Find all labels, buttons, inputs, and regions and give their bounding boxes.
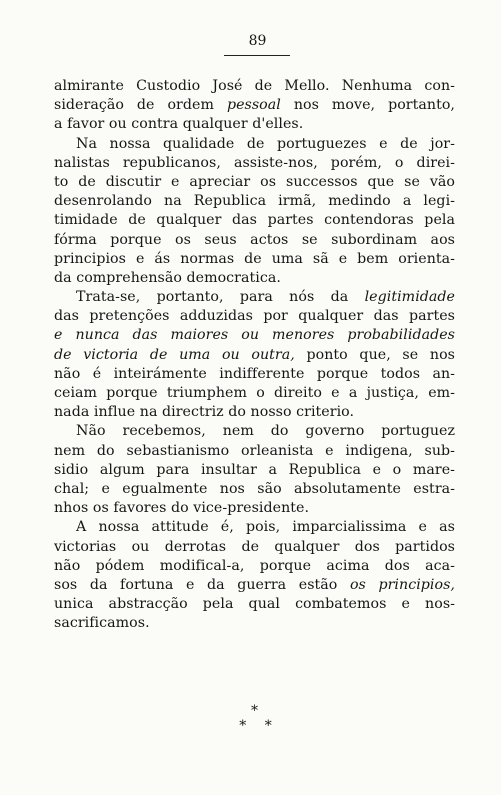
text-run: victorias ou derrotas de qualquer dos partidos [54,538,455,555]
text-line [54,135,455,154]
text-line [54,211,455,230]
text-run: Trata-se, portanto, para nós da [76,289,365,306]
text-run: Na nossa qualidade de portuguezes e de jor- [76,135,455,152]
text-line [54,77,455,96]
text-run: nem do sebastianismo orleanista e indigena, sub- [54,442,455,459]
text-line [54,538,455,557]
text-line [54,365,455,384]
text-run: sos da fortuna e da guerra estão [54,576,350,593]
italic-text: e nunca das maiores ou menores probabilidades [54,327,455,344]
text-line [54,480,455,499]
text-run: fórma porque os seus actos se subordinam aos [54,231,455,248]
text-run: principios e ás normas de uma sã e bem orienta- [54,250,455,267]
text-run: sidio algum para insultar a Republica e o mare- [54,461,455,478]
italic-text: legitimidade [364,289,455,306]
text-run: nalistas republicanos, assiste-nos, porém, o direi- [54,154,455,171]
ornament-star-top: * [251,703,258,719]
text-run: to de discutir e apreciar os successos que se vão [54,173,455,190]
text-line [54,173,455,192]
text-line [54,595,455,614]
paragraph [54,288,455,422]
text-line [54,384,455,403]
text-run: não é inteirámente indifferente porque todos an- [54,365,455,382]
text-line [54,346,455,365]
text-line [54,499,455,518]
text-line [54,461,455,480]
text-run: não pódem modifical-a, porque acima dos aca- [54,557,455,574]
text-run: da comprehensão democratica. [54,269,281,286]
text-line [54,422,455,441]
paragraph [54,518,455,633]
text-line [54,557,455,576]
text-line [54,307,455,326]
text-run: nada influe na directriz do nosso criterio. [54,404,355,421]
text-line [54,96,455,115]
section-ornament [0,704,501,734]
italic-text: pessoal [226,97,281,114]
text-line [54,231,455,250]
text-line [54,250,455,269]
text-run: chal; e egualmente nos são absolutamente estra- [54,480,455,497]
page-header [0,30,501,50]
text-run: nos move, portanto, [280,97,455,114]
text-line [54,192,455,211]
paragraph [54,135,455,289]
text-run: A nossa attitude é, pois, imparcialissima e as [76,519,455,536]
text-run: sideração de ordem [54,97,227,114]
text-run: Não recebemos, nem do governo portuguez [76,423,455,440]
text-line [54,288,455,307]
italic-text: os principios, [349,576,455,593]
page-number: 89 [248,33,267,49]
text-run: timidade de qualquer das partes contendoras pela [54,212,455,229]
text-line [54,518,455,537]
text-line [54,614,455,633]
text-line [54,154,455,173]
paragraph [54,422,455,518]
text-run: ceiam porque triumphem o direito e a justiça, em- [54,385,455,401]
text-run: unica abstracção pela qual combatemos e nos- [54,596,455,613]
text-run: sacrificamos. [54,615,150,632]
text-line [54,576,455,595]
italic-text: de victoria de uma ou outra, [54,346,295,363]
text-run: almirante Custodio José de Mello. Nenhuma con- [54,78,455,94]
header-rule [224,55,290,56]
body-text [54,77,455,633]
text-line [54,442,455,461]
text-line [54,403,455,422]
text-line [54,269,455,288]
text-run: das pretenções adduzidas por qualquer das partes [54,308,455,325]
paragraph [54,77,455,135]
text-run: ponto que, se nos [294,346,455,363]
text-line [54,326,455,345]
text-run: a favor ou contra qualquer d'elles. [54,116,304,133]
text-run: nhos os favores do vice-presidente. [54,500,310,517]
text-line [54,115,455,134]
ornament-stars-bottom: * * [239,718,272,734]
text-run: desenrolando na Republica irmã, medindo a legi- [54,193,455,210]
